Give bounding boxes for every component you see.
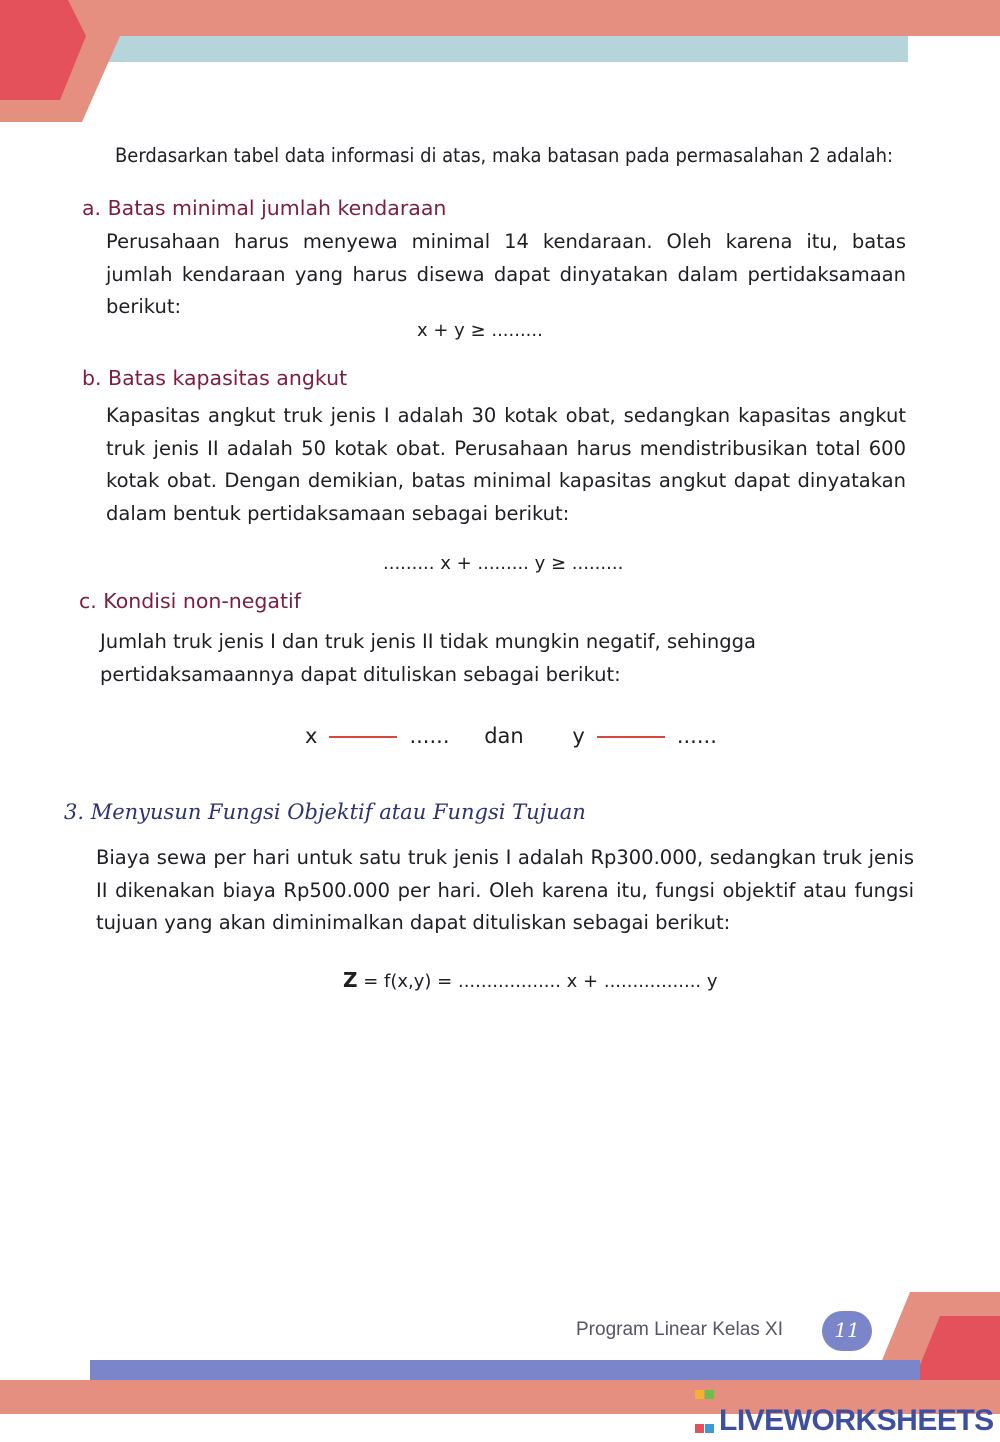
section-b-equation: ......... x + ......... y ≥ ......... [383,553,624,574]
header-teal-strip [100,36,908,62]
header-band [0,0,1000,36]
header-corner-shape [0,0,130,125]
section-3-body: Biaya sewa per hari untuk satu truk jenis I adalah Rp300.000, sedangkan truk jenis II dikenakan biaya Rp500.000 per hari. Oleh karena itu, fungsi objektif atau fungsi tujuan yang akan diminimalkan dapat dituliskan sebagai berikut: [96,846,914,934]
header-gap [908,36,1000,62]
section-c-body: Jumlah truk jenis I dan truk jenis II tidak mungkin negatif, sehingga pertidaksamaannya dapat dituliskan sebagai berikut: [100,630,756,686]
section-b-heading: b. Batas kapasitas angkut [82,366,348,390]
objective-function-rest: = f(x,y) = .................. x + ................. y [357,971,718,992]
objective-function [343,968,718,992]
section-c-heading: c. Kondisi non-negatif [79,589,301,613]
section-a-equation: x + y ≥ ......... [417,320,543,341]
z-symbol: Z [343,968,358,992]
section-a-heading: a. Batas minimal jumlah kendaraan [82,196,447,220]
page-number-badge: 11 [822,1311,872,1351]
var-x: x [305,724,318,748]
section-b-body: Kapasitas angkut truk jenis I adalah 30 kotak obat, sedangkan kapasitas angkut truk jenis II adalah 50 kotak obat. Perusahaan harus mendistribusikan total 600 kotak obat. Dengan demikian, batas minimal kapasitas angkut dapat dinyatakan dalam bentuk pertidaksamaan sebagai berikut: [106,404,906,525]
liveworksheets-wordmark: LIVEWORKSHEETS [719,1404,994,1437]
section-a-body: Perusahaan harus menyewa minimal 14 kendaraan. Oleh karena itu, batas jumlah kendaraan yang harus disewa dapat dinyatakan dalam pertidaksamaan berikut: [106,230,906,318]
section-3-heading: 3. Menyusun Fungsi Objektif atau Fungsi Tujuan [64,800,586,824]
conjunction: dan [484,724,524,748]
inequality-line-y [597,736,665,738]
inequality-line-x [329,736,397,738]
liveworksheets-grid-icon [695,1374,715,1442]
blank-y[interactable]: ...... [676,724,717,748]
intro-text: Berdasarkan tabel data informasi di atas, maka batasan pada permasalahan 2 adalah: [115,144,894,167]
var-y: y [572,724,585,748]
blank-x[interactable]: ...... [409,724,450,748]
liveworksheets-logo [695,1374,994,1442]
footer-title: Program Linear Kelas XI [576,1319,783,1340]
non-negative-equation [305,724,717,748]
